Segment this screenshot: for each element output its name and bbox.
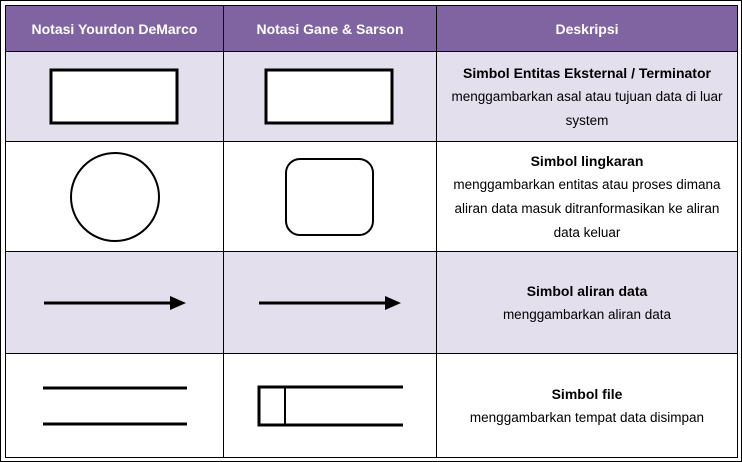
row-title: Simbol Entitas Eksternal / Terminator <box>463 64 711 81</box>
table-row <box>6 52 738 142</box>
rounded-rectangle-icon <box>224 142 437 252</box>
arrow-icon <box>6 252 224 354</box>
header-row <box>6 6 738 52</box>
notation-table <box>5 5 738 458</box>
header-description: Deskripsi <box>437 6 738 52</box>
table-row <box>6 354 738 458</box>
row-title: Simbol lingkaran <box>530 152 644 169</box>
open-rectangle-icon <box>224 354 437 458</box>
row-description: menggambarkan asal atau tujuan data di luar system <box>451 88 723 128</box>
row-description: menggambarkan aliran data <box>502 306 672 322</box>
circle-icon <box>6 142 224 252</box>
header-gane: Notasi Gane & Sarson <box>224 6 437 52</box>
table-row <box>6 252 738 354</box>
parallel-lines-icon <box>6 354 224 458</box>
rectangle-icon <box>6 52 224 142</box>
row-title: Simbol aliran data <box>526 282 648 299</box>
row-title: Simbol file <box>551 385 623 402</box>
row-description: menggambarkan tempat data disimpan <box>469 409 705 425</box>
rectangle-icon <box>224 52 437 142</box>
arrow-icon <box>224 252 437 354</box>
header-yourdon: Notasi Yourdon DeMarco <box>6 6 224 52</box>
row-description: menggambarkan entitas atau proses dimana aliran data masuk ditranformasikan ke aliran data keluar <box>453 176 721 240</box>
table-row <box>6 142 738 252</box>
